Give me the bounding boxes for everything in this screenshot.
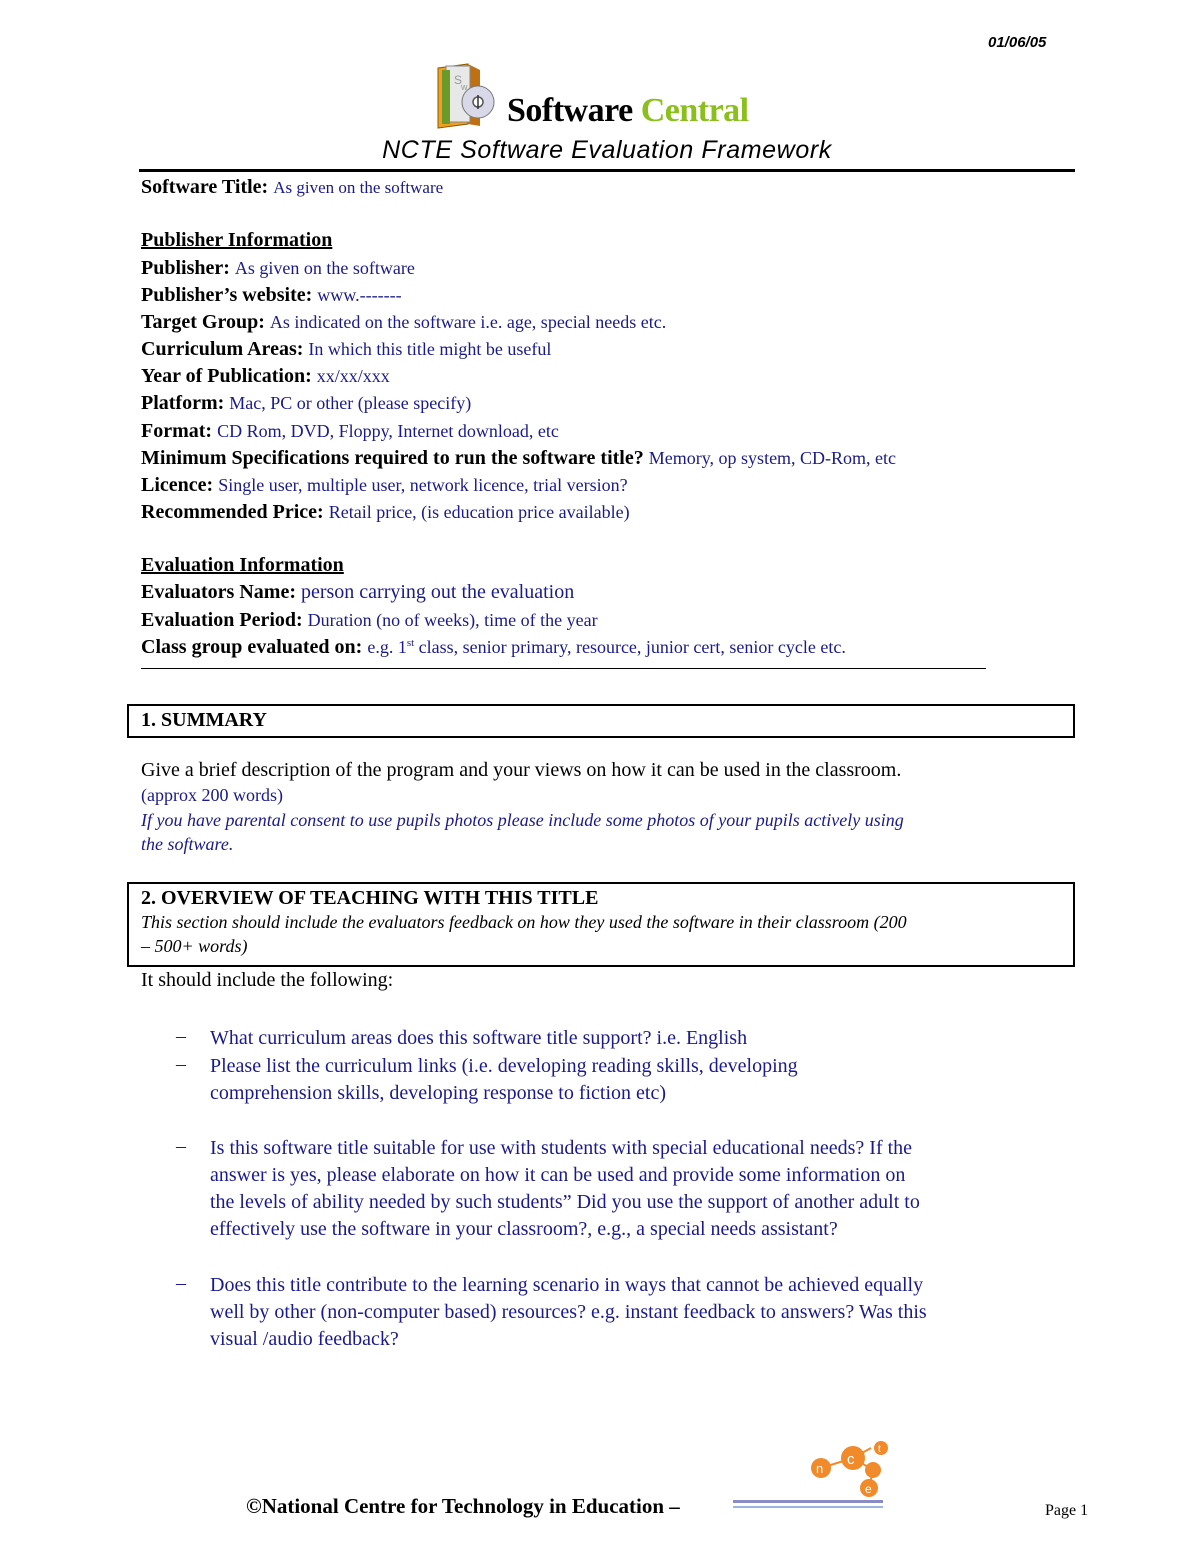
field-year-of-publication: Year of Publication: xx/xx/xxx [141,365,390,387]
field-target-group: Target Group: As indicated on the software i.e. age, special needs etc. [141,311,667,333]
field-evaluation-period: Evaluation Period: Duration (no of weeks), time of the year [141,609,598,631]
ncte-logo-letter: t [878,1444,881,1455]
bullet-item: What curriculum areas does this software title support? i.e. English [210,1027,748,1049]
ncte-logo-icon [733,1440,913,1520]
section2-intro: It should include the following: [141,969,394,991]
field-minimum-specifications: Minimum Specifications required to run the software title? Memory, op system, CD-Rom, etc [141,447,897,469]
field-format: Format: CD Rom, DVD, Floppy, Internet download, etc [141,420,559,442]
section1-italic-line2: the software. [141,834,234,854]
software-title-label: Software Title: [141,176,269,198]
brand-title [507,92,749,130]
section1-text: Give a brief description of the program and your views on how it can be used in the classroom. [141,759,902,781]
software-central-logo-icon [432,62,504,130]
evaluation-info-heading: Evaluation Information [141,554,344,576]
document-date: 01/06/05 [988,34,1047,51]
svg-text:S: S [454,73,463,87]
section2-italic-line1: This section should include the evaluators feedback on how they used the software in their classroom (200 [141,912,907,932]
ncte-logo-letter: e [865,1482,872,1496]
software-title-line [141,176,443,199]
bullet-item: Please list the curriculum links (i.e. developing reading skills, developing comprehension skills, developing response to fiction etc) [210,1055,798,1104]
page-subtitle: NCTE Software Evaluation Framework [382,136,832,164]
ncte-logo-letter: c [847,1451,855,1468]
bullet-marker: – [176,1053,186,1075]
field-platform: Platform: Mac, PC or other (please specify) [141,392,472,414]
publisher-info-heading: Publisher Information [141,229,333,251]
field-class-group: Class group evaluated on: e.g. 1st class, senior primary, resource, junior cert, senior cycle etc. [141,636,846,658]
section1-note: (approx 200 words) [141,785,283,805]
section2-italic-line2: – 500+ words) [141,936,248,956]
bullet-item: Is this software title suitable for use with students with special educational needs? If the answer is yes, please elaborate on how it can be used and provide some information on the levels of ability needed by such students” Did you use the support of another adult to effectively use the software in your classroom?, e.g., a special needs assistant? [210,1137,920,1240]
section1-italic-line1: If you have parental consent to use pupils photos please include some photos of your pupils actively using [141,810,904,830]
field-curriculum-areas: Curriculum Areas: In which this title might be useful [141,338,552,360]
field-publisher: Publisher: As given on the software [141,257,415,279]
bullet-item: Does this title contribute to the learning scenario in ways that cannot be achieved equally well by other (non-computer based) resources? e.g. instant feedback to answers? Was this visual /audio feedback? [210,1274,927,1350]
field-evaluators-name: Evaluators Name: person carrying out the evaluation [141,581,575,603]
field-publisher-website: Publisher’s website: www.------- [141,284,402,306]
software-title-value: As given on the software [273,178,444,197]
header-rule [139,169,1075,172]
bullet-marker: – [176,1135,186,1157]
bullet-marker: – [176,1272,186,1294]
ncte-logo-letter: n [816,1461,824,1476]
footer-copyright: ©National Centre for Technology in Education – [246,1494,680,1518]
svg-text:w: w [461,82,468,92]
section2-title: 2. OVERVIEW OF TEACHING WITH THIS TITLE [141,887,599,909]
bullet-marker: – [176,1025,186,1047]
field-recommended-price: Recommended Price: Retail price, (is education price available) [141,501,630,523]
section1-box [127,704,1075,738]
brand-central: Central [640,92,749,129]
section2-box [127,882,1075,967]
brand-software: Software [507,92,633,129]
section1-title: 1. SUMMARY [141,709,267,731]
field-licence: Licence: Single user, multiple user, network licence, trial version? [141,474,628,496]
separator-line [141,667,986,669]
page-number: Page 1 [1045,1502,1089,1519]
